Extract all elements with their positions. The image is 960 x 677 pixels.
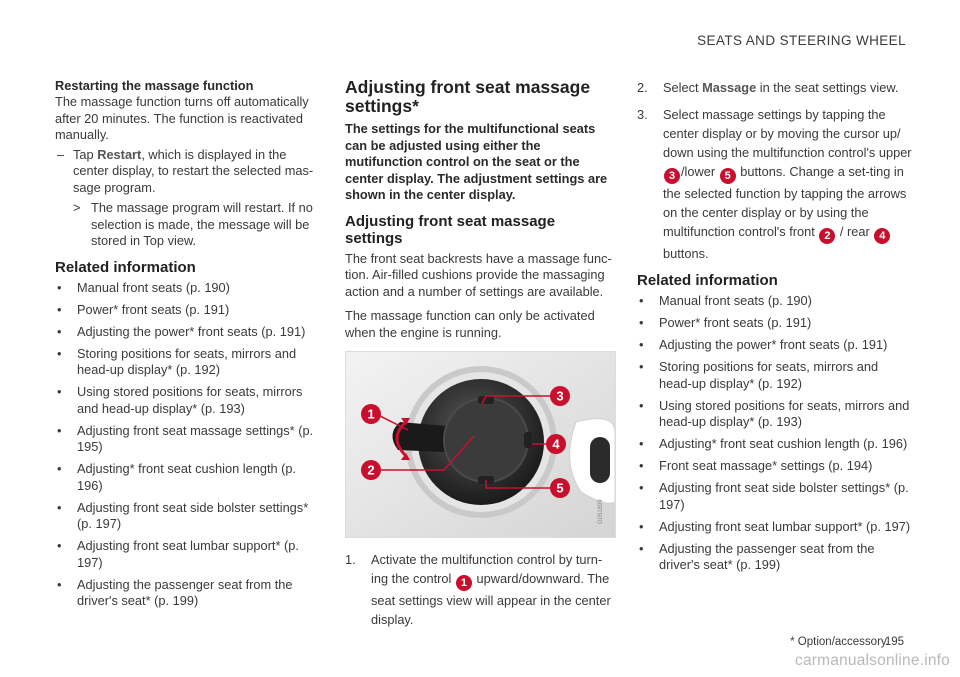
related-link[interactable] [637,436,912,453]
related-link[interactable] [55,346,325,379]
restart-step-post: , which is displayed in the center display, to restart the selected mas-sage program. [73,146,314,195]
step-1-pre: Activate the multifunction control by turn-ing the control [371,552,603,586]
step-3-f: buttons. [663,246,709,261]
related-link[interactable] [55,500,325,533]
callout-3 [550,386,570,406]
bullet-marker: • [639,293,644,308]
bullet-marker: • [639,397,644,413]
related-link-text: Manual front seats (p. 190) [659,293,812,308]
result-marker: > [73,200,81,215]
related-link[interactable] [637,359,912,392]
related-link-text: Adjusting front seat lumbar support* (p. 197) [659,518,911,534]
badge-4: 4 [874,228,890,244]
column-right [637,78,912,579]
watermark: carmanualsonline.info [795,652,950,669]
footer-note: * Option/accessory. [790,636,889,648]
page-number: 195 [884,636,904,648]
figure-code: G051899 [598,499,604,524]
related-link-text: Using stored positions for seats, mirrors and head-up display* (p. 193) [659,397,910,429]
step-2 [637,78,912,97]
related-link-text: Adjusting the power* front seats (p. 191) [659,337,888,352]
callout-3-label: 3 [556,388,564,404]
step-1-number: 1. [345,552,356,567]
related-link[interactable] [637,398,912,431]
column-left [55,78,325,615]
step-2-pre: Select [663,80,703,95]
bullet-marker: • [57,345,62,361]
related-link[interactable] [637,458,912,475]
related-link[interactable] [55,461,325,494]
step-3 [637,105,912,263]
related-link[interactable] [55,538,325,571]
restart-keyword: Restart [97,146,142,162]
related-list-left [55,280,325,610]
step-3-d: buttons. Change a set-ting in the selected function by tapping the arrows on the center display or by using the multifunction control's front [663,164,907,239]
related-link-text: Adjusting front seat lumbar support* (p. 197) [77,538,299,570]
badge-3: 3 [664,168,680,184]
related-link[interactable] [637,293,912,310]
related-link[interactable] [637,480,912,513]
related-heading-left: Related information [55,258,196,276]
related-link[interactable] [637,541,912,574]
callout-1 [361,404,381,424]
related-link[interactable] [637,315,912,332]
multifunction-control-figure [345,351,616,538]
related-link-text: Adjusting the passenger seat from the driver's seat* (p. 199) [659,540,875,572]
related-link-text: Adjusting front seat side bolster settings* (p. 197) [659,480,909,512]
bullet-marker: • [639,540,644,556]
bullet-marker: • [57,301,62,317]
bullet-marker: • [57,384,62,399]
callout-1-label: 1 [367,406,375,422]
restart-body: The massage function turns off automatically after 20 minutes. The function is reactivated manually. [55,94,309,142]
massage-description: The front seat backrests have a massage func-tion. Air-filled cushions provide the massaging action and a number of settings are available. [345,250,612,299]
sub-heading: Adjusting front seat massage settings [345,212,556,247]
callout-2-label: 2 [367,462,375,478]
callout-5 [550,478,570,498]
related-link-text: Power* front seats (p. 191) [77,301,230,317]
badge-1: 1 [456,575,472,591]
related-link-text: Adjusting* front seat cushion length (p. 196) [659,436,908,451]
bullet-marker: • [639,518,644,534]
related-link[interactable] [55,280,325,297]
step-1-post: upward/downward. The seat settings view will appear in the center display. [371,571,611,627]
engine-note: The massage function can only be activated when the engine is running. [345,308,595,340]
step-1 [345,550,615,629]
related-link[interactable] [55,384,325,417]
running-header: SEATS AND STEERING WHEEL [697,33,906,48]
bullet-marker: • [639,458,644,473]
related-link-text: Power* front seats (p. 191) [659,315,812,330]
related-link-text: Front seat massage* settings (p. 194) [659,458,873,473]
related-link-text: Adjusting front seat massage settings* (p. 195) [77,422,314,454]
restart-step [55,147,325,197]
related-link-text: Adjusting front seat side bolster settings* (p. 197) [77,499,309,531]
step-3-e: / rear [836,224,874,239]
related-heading-right: Related information [637,272,778,289]
step-3-a: Select massage settings by tapping the center display or by moving the cursor up/ down using the multifunction control's upper [663,107,912,160]
restart-step-pre: Tap [73,146,98,162]
bullet-marker: • [639,436,644,451]
step-2-number: 2. [637,80,648,95]
related-link[interactable] [55,423,325,456]
related-link[interactable] [55,577,325,610]
callout-4-label: 4 [552,436,560,452]
bullet-marker: • [639,480,644,495]
related-link-text: Using stored positions for seats, mirrors and head-up display* (p. 193) [77,384,303,416]
badge-5: 5 [720,168,736,184]
step-3-number: 3. [637,107,648,122]
callout-2 [361,460,381,480]
section-title: Adjusting front seat massage settings* [345,77,591,116]
restart-heading: Restarting the massage function [55,78,254,93]
related-link-text: Adjusting the power* front seats (p. 191) [77,323,306,339]
related-link-text: Adjusting the passenger seat from the driver's seat* (p. 199) [77,576,293,608]
related-link-text: Storing positions for seats, mirrors and head-up display* (p. 192) [659,359,879,391]
related-link[interactable] [55,302,325,319]
related-link[interactable] [55,324,325,341]
section-intro: The settings for the multifunctional seats can be adjusted using either the mutifunction control on the seat or the center display. The adjustment settings are shown in the center display. [345,121,608,202]
bullet-marker: • [57,576,62,592]
badge-2: 2 [819,228,835,244]
bullet-marker: • [57,499,62,515]
restart-result-text: The massage program will restart. If no selection is made, the message will be stored in Top view. [91,200,313,248]
related-link-text: Storing positions for seats, mirrors and head-up display* (p. 192) [77,345,297,377]
related-link-text: Manual front seats (p. 190) [77,279,230,295]
related-link-text: Adjusting* front seat cushion length (p. 196) [77,461,297,493]
related-link[interactable] [637,337,912,354]
bullet-marker: • [57,461,62,476]
step-2-post: in the seat settings view. [756,80,899,95]
step-3-c: /lower [681,164,719,179]
bullet-marker: • [639,315,644,330]
bullet-marker: • [639,337,644,352]
massage-keyword: Massage [702,80,757,95]
bullet-marker: • [57,538,62,553]
bullet-marker: • [57,422,62,438]
callout-4 [546,434,566,454]
dash-marker: – [57,146,65,162]
column-middle [345,78,615,637]
control-illustration [346,352,615,537]
related-list-right [637,293,912,574]
bullet-marker: • [639,359,644,374]
callout-5-label: 5 [556,480,564,496]
bullet-marker: • [57,323,62,339]
related-link[interactable] [637,519,912,536]
restart-result [55,200,325,250]
bullet-marker: • [57,279,62,295]
